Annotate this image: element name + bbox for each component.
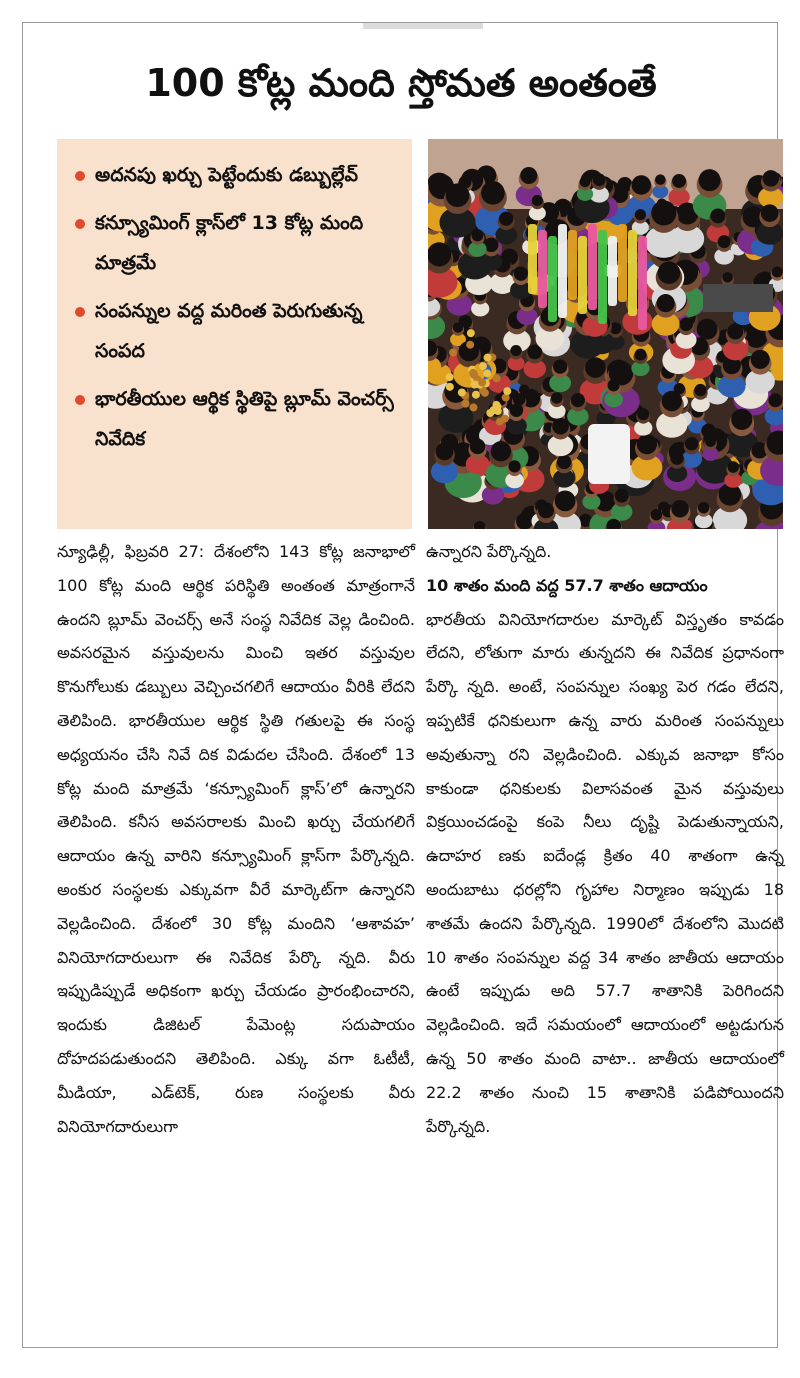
highlight-text: భారతీయుల ఆర్థిక స్థితిపై బ్లూమ్ వెంచర్స్ నివేదిక [95, 388, 394, 450]
article-frame [22, 22, 784, 1348]
article-paragraph: భారతీయ వినియోగదారుల మార్కెట్ విస్తృతం కావడం లేదని, లోతుగా మారు తున్నదని ఈ నివేదిక ప్రధానంగా పేర్కొ న్నది. అంటే, సంపన్నుల సంఖ్య పెర గడం లేదని, ఇప్పటికే ధనికులుగా ఉన్న వారు మరింత సంపన్నులు అవుతున్నా రని వెల్లడించింది. ఎక్కువ జనాభా కోసం కాకుండా ధనికులకు విలాసవంత మైన వస్తువులు విక్రయించడంపై కంపె నీలు దృష్టి పెడుతున్నాయని, ఉదాహర ణకు ఐదేండ్ల క్రితం 40 శాతంగా ఉన్న అందుబాటు ధరల్లోని గృహాల నిర్మాణం ఇప్పుడు 18 శాతమే ఉందని పేర్కొన్నది. 1990లో దేశంలోని మొదటి 10 శాతం సంపన్నుల వద్ద 34 శాతం జాతీయ ఆదాయం ఉంటే ఇప్పుడు అది 57.7 శాతానికి పెరిగిందని వెల్లడించింది. ఇదే సమయంలో ఆదాయంలో అట్టడుగున ఉన్న 50 శాతం మంది వాటా.. జాతీయ ఆదాయంలో 22.2 శాతం నుంచి 15 శాతానికి పడిపోయిందని పేర్కొన్నది. [426, 609, 784, 1136]
headline: 100 కోట్ల మంది స్తోమత అంతంతే [145, 61, 657, 105]
highlight-item [75, 155, 402, 195]
crowd-photo-illustration [428, 139, 783, 529]
bullet-dot-icon [75, 219, 85, 229]
article-column-right [426, 535, 784, 1143]
crowd-photo [428, 139, 783, 529]
highlight-item [75, 379, 402, 459]
top-edge-mark [363, 23, 483, 29]
highlight-item [75, 291, 402, 371]
article-paragraph-continued: ఉన్నారని పేర్కొన్నది. [426, 542, 552, 561]
highlight-text: సంపన్నుల వద్ద మరింత పెరుగుతున్న సంపద [95, 300, 363, 362]
article-subheading: 10 శాతం మంది వద్ద 57.7 శాతం ఆదాయం [426, 575, 708, 595]
highlight-text: అదనపు ఖర్చు పెట్టేందుకు డబ్బుల్లేవ్ [95, 164, 359, 186]
highlight-text: కన్స్యూమింగ్ క్లాస్‌లో 13 కోట్ల మంది మాత్రమే [95, 212, 364, 274]
article-column-left [57, 535, 415, 1143]
bullet-dot-icon [75, 307, 85, 317]
bullet-dot-icon [75, 395, 85, 405]
bullet-dot-icon [75, 171, 85, 181]
article-paragraph: న్యూఢిల్లీ, ఫిబ్రవరి 27: దేశంలోని 143 కోట్ల జనాభాలో 100 కోట్ల మంది ఆర్థిక పరిస్థితి అంతంత మాత్రంగానే ఉందని బ్లూమ్ వెంచర్స్ అనే సంస్థ నివేదిక వెల్ల డించింది. అవసరమైన వస్తువులను మించి ఇతర వస్తువుల కొనుగోలుకు డబ్బులు వెచ్చించగలిగే ఆదాయం వీరికి లేదని తెలిపింది. భారతీయుల ఆర్థిక స్థితి గతులపై ఈ సంస్థ అధ్యయనం చేసి నివే దిక విడుదల చేసింది. దేశంలో 13 కోట్ల మంది మాత్రమే ‘కన్స్యూమింగ్ క్లాస్’లో ఉన్నారని తెలిపింది. కనీస అవసరాలకు మించి ఖర్చు చేయగలిగే ఆదాయం ఉన్న వారిని కన్స్యూమింగ్ క్లాస్‌గా పేర్కొన్నది. అంకుర సంస్థలకు ఎక్కువగా వీరే మార్కెట్‌గా ఉన్నారని వెల్లడించింది. దేశంలో 30 కోట్ల మందిని ‘ఆశావహ’ వినియోగదారులుగా ఈ నివేదిక పేర్కొ న్నది. వీరు ఇప్పుడిప్పుడే అధికంగా ఖర్చు చేయడం ప్రారంభించారని, ఇందుకు డిజిటల్ పేమెంట్ల సదుపాయం దోహదపడుతుందని తెలిపింది. ఎక్కు వగా ఓటీటీ, మీడియా, ఎడ్‌టెక్, రుణ సంస్థలకు వీరు వినియోగదారులుగా [57, 542, 415, 1136]
highlight-item [75, 203, 402, 283]
highlights-box [57, 139, 412, 529]
